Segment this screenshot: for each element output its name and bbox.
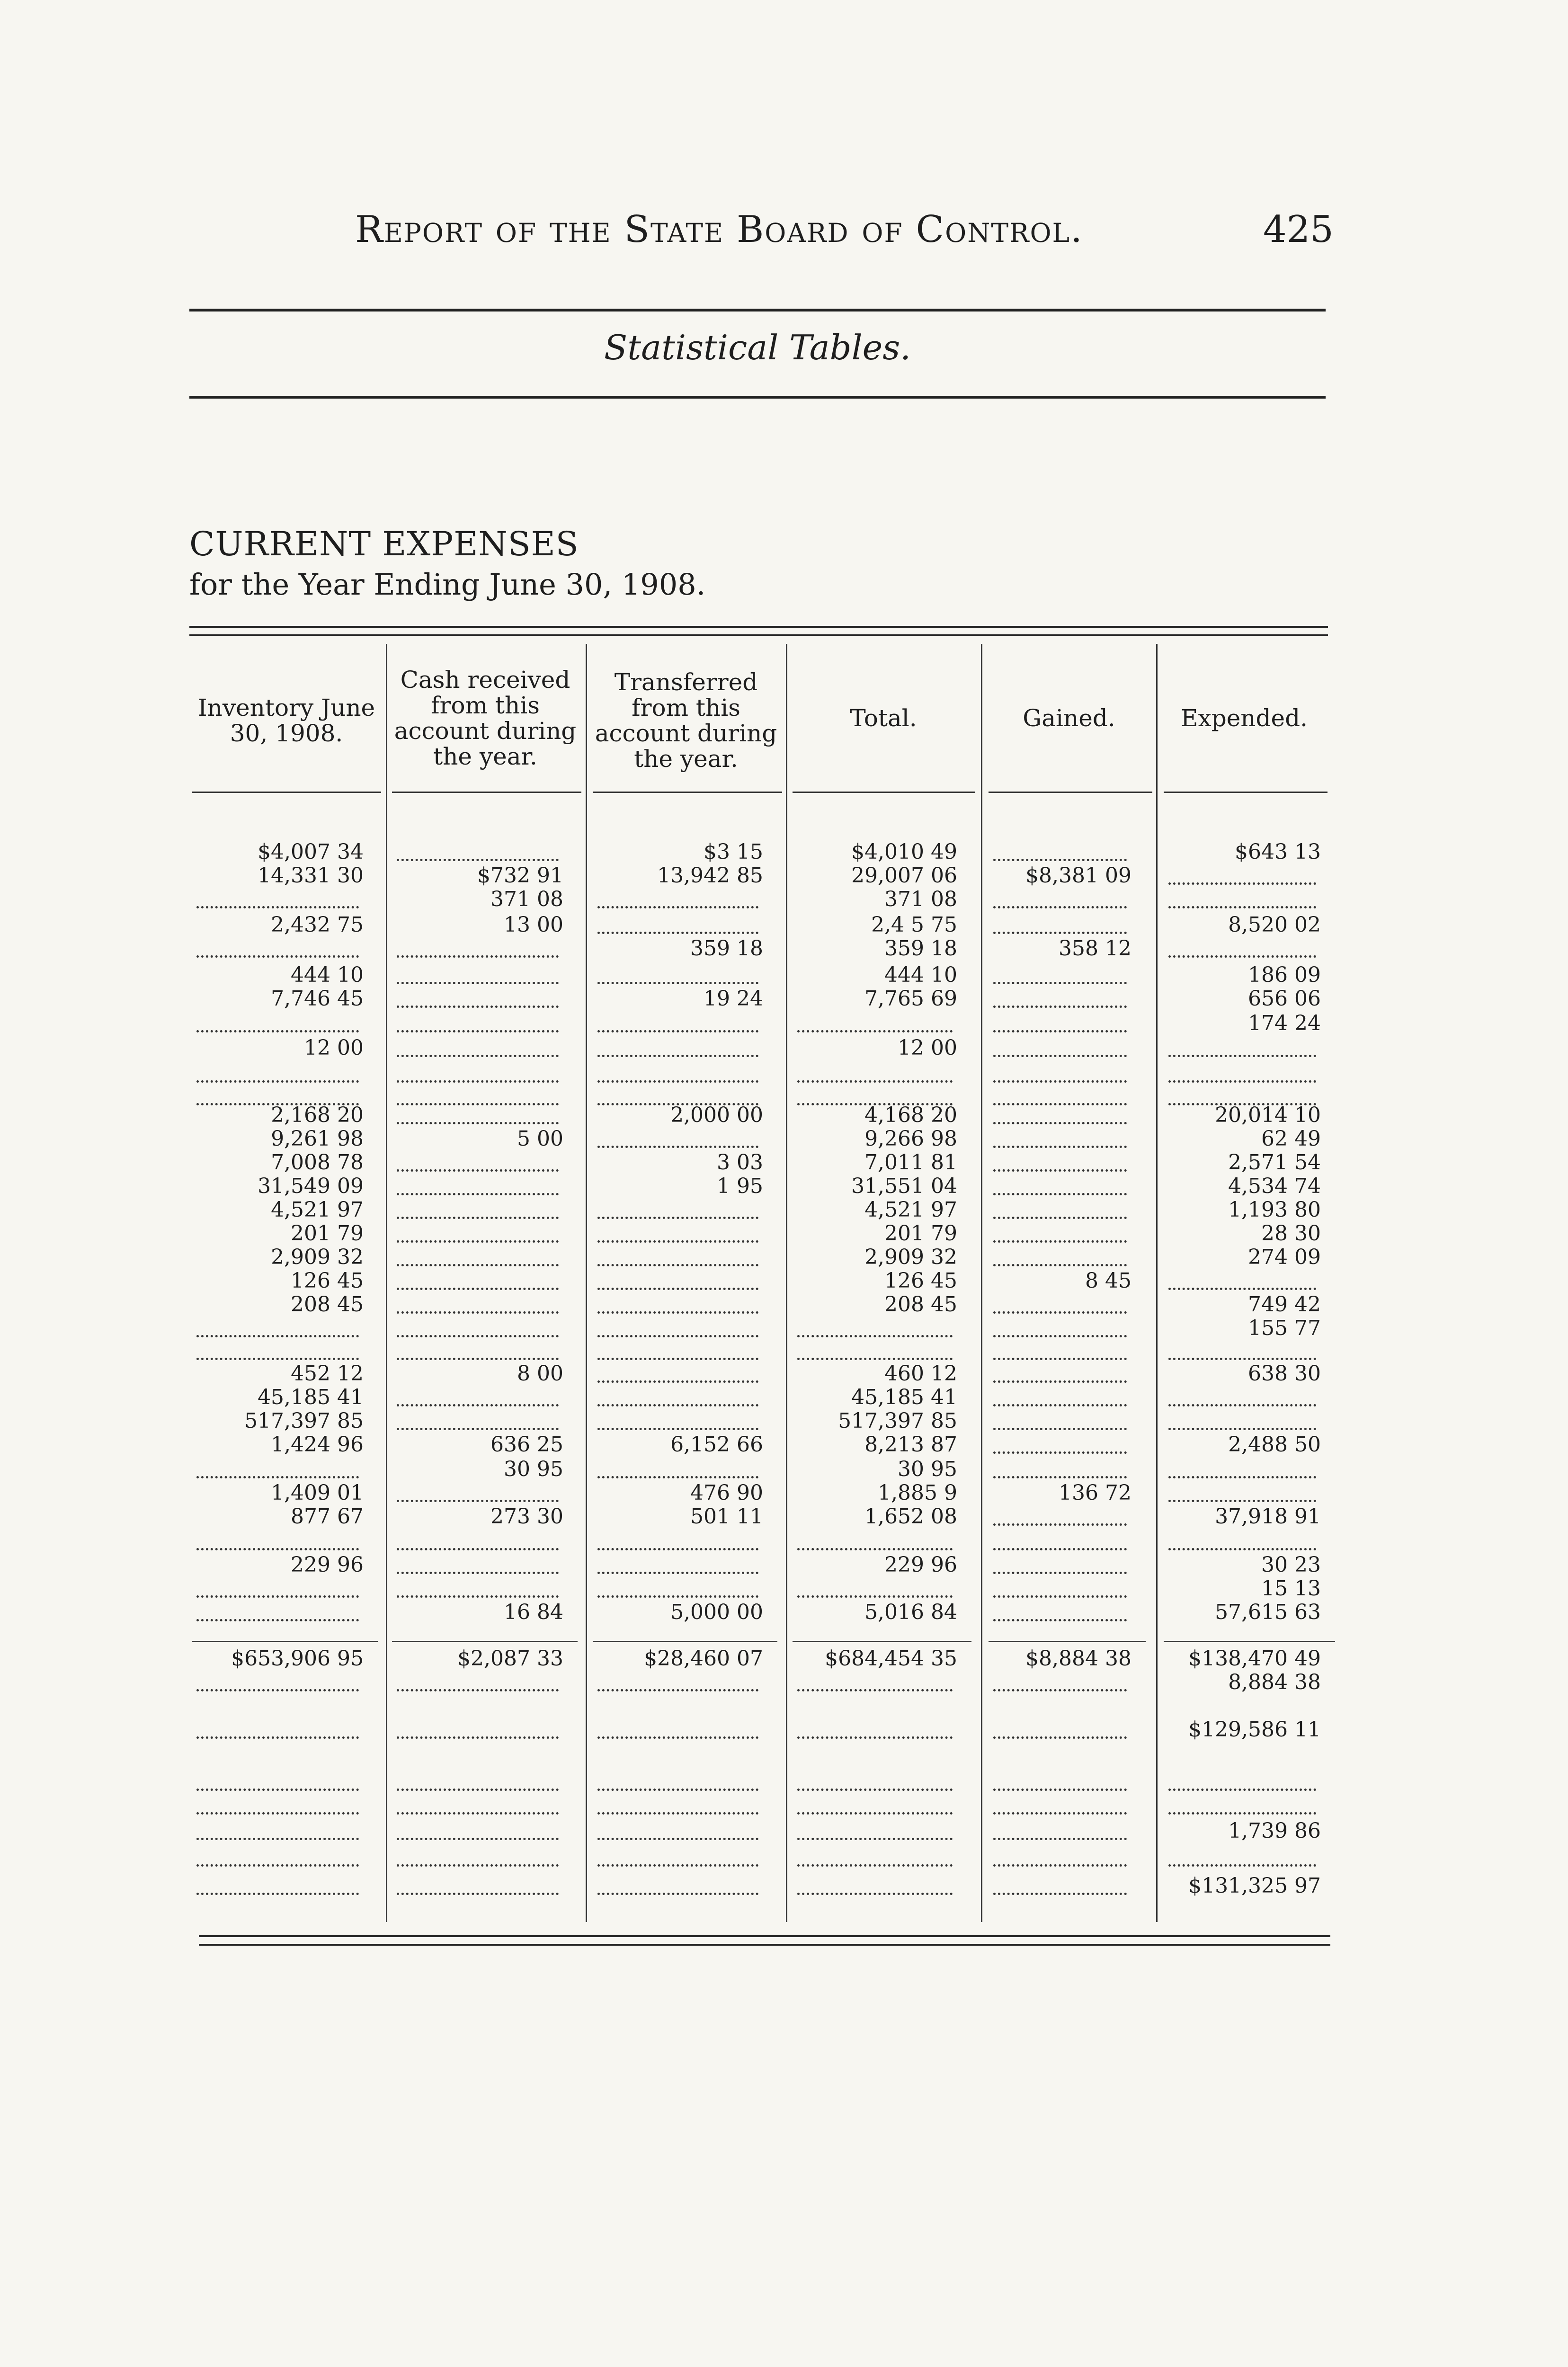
leader-dots (196, 1548, 359, 1550)
leader-dots (196, 1789, 359, 1791)
leader-dots (397, 1217, 559, 1219)
leader-dots (993, 1380, 1127, 1383)
leader-dots (1168, 1864, 1316, 1867)
leader-dots (397, 1030, 559, 1032)
table-cell-expended: 37,918 91 (1215, 1504, 1321, 1529)
table-cell-cash-received: 273 30 (490, 1504, 563, 1529)
leader-dots (196, 1476, 359, 1478)
leader-dots (597, 1146, 758, 1148)
table-cell-total: 4,168 20 (864, 1103, 957, 1127)
table-cell-inventory: 208 45 (291, 1292, 364, 1317)
table-cell-transferred: 13,942 85 (657, 863, 763, 888)
leader-dots (397, 1122, 559, 1124)
leader-dots (597, 932, 758, 934)
table-cell-inventory: $653,906 95 (231, 1646, 364, 1671)
leader-dots (993, 1335, 1127, 1337)
leader-dots (993, 1193, 1127, 1195)
leader-dots (397, 982, 559, 984)
leader-dots (196, 955, 359, 958)
leader-dots (397, 1548, 559, 1550)
leader-dots (597, 1476, 758, 1478)
table-cell-expended: 174 24 (1248, 1011, 1321, 1035)
table-cell-gained: 8 45 (1085, 1269, 1131, 1293)
table-cell-inventory: 14,331 30 (258, 863, 364, 888)
header-total: Total. (850, 704, 917, 732)
leader-dots (993, 1404, 1127, 1406)
total-rule (1164, 1641, 1335, 1642)
table-cell-expended: 186 09 (1248, 963, 1321, 987)
leader-dots (397, 1789, 559, 1791)
leader-dots (397, 1055, 559, 1057)
table-cell-total: 371 08 (884, 887, 957, 911)
table-cell-inventory: 2,168 20 (271, 1103, 364, 1127)
leader-dots (397, 1689, 559, 1691)
table-cell-gained: $8,884 38 (1025, 1646, 1131, 1671)
leader-dots (1168, 1055, 1316, 1057)
leader-dots (1168, 955, 1316, 958)
table-cell-inventory: 1,409 01 (271, 1481, 364, 1505)
table-cell-expended: $129,586 11 (1188, 1717, 1321, 1742)
table-cell-expended: 656 06 (1248, 987, 1321, 1011)
table-cell-inventory: 4,521 97 (271, 1198, 364, 1222)
leader-dots (993, 1812, 1127, 1815)
leader-dots (1168, 1288, 1316, 1290)
page-number: 425 (1263, 208, 1334, 251)
leader-dots (1168, 1404, 1316, 1406)
leader-dots (597, 906, 758, 908)
leader-dots (993, 1122, 1127, 1124)
table-cell-gained: 358 12 (1059, 936, 1131, 961)
leader-dots (993, 1864, 1127, 1867)
leader-dots (397, 1169, 559, 1172)
leader-dots (797, 1812, 953, 1815)
table-cell-expended: 638 30 (1248, 1361, 1321, 1386)
leader-dots (397, 859, 559, 861)
leader-dots (993, 932, 1127, 934)
table-cell-inventory: 12 00 (304, 1036, 364, 1060)
table-cell-cash-received: 8 00 (517, 1361, 563, 1386)
leader-dots (993, 1055, 1127, 1057)
table-cell-transferred: $3 15 (704, 840, 763, 864)
table-cell-cash-received: 636 25 (490, 1433, 563, 1457)
leader-dots (993, 1476, 1127, 1478)
leader-dots (993, 859, 1127, 861)
table-cell-cash-received: $2,087 33 (457, 1646, 563, 1671)
leader-dots (397, 1103, 559, 1105)
table-cell-expended: 30 23 (1261, 1553, 1321, 1577)
table-cell-total: 1,652 08 (864, 1504, 957, 1529)
table-cell-cash-received: 13 00 (504, 913, 563, 937)
table-cell-total: 7,765 69 (864, 987, 957, 1011)
table-cell-total: 9,266 98 (864, 1127, 957, 1151)
table-cell-total: 126 45 (884, 1269, 957, 1293)
leader-dots (196, 1812, 359, 1815)
table-cell-expended: 2,571 54 (1228, 1150, 1321, 1175)
section-subtitle: Statistical Tables. (604, 328, 911, 367)
table-cell-transferred: 6,152 66 (670, 1433, 763, 1457)
leader-dots (993, 1080, 1127, 1083)
leader-dots (597, 1264, 758, 1266)
leader-dots (397, 1572, 559, 1574)
leader-dots (797, 1689, 953, 1691)
leader-dots (797, 1736, 953, 1739)
table-cell-total: 1,885 9 (878, 1481, 957, 1505)
leader-dots (993, 982, 1127, 984)
leader-dots (397, 1838, 559, 1840)
leader-dots (597, 1812, 758, 1815)
table-cell-cash-received: 30 95 (504, 1457, 563, 1481)
leader-dots (993, 1572, 1127, 1574)
table-cell-inventory: 877 67 (291, 1504, 364, 1529)
leader-dots (797, 1789, 953, 1791)
table-rule-bottom-1 (199, 1935, 1330, 1937)
leader-dots (397, 1311, 559, 1314)
leader-dots (597, 1893, 758, 1895)
leader-dots (597, 1055, 758, 1057)
table-cell-total: 517,397 85 (838, 1409, 957, 1433)
leader-dots (397, 1404, 559, 1406)
table-cell-total: 4,521 97 (864, 1198, 957, 1222)
leader-dots (597, 1428, 758, 1430)
table-cell-expended: 28 30 (1261, 1221, 1321, 1246)
table-cell-inventory: $4,007 34 (258, 840, 364, 864)
leader-dots (993, 1146, 1127, 1148)
leader-dots (993, 1030, 1127, 1032)
leader-dots (397, 955, 559, 958)
table-cell-cash-received: 5 00 (517, 1127, 563, 1151)
leader-dots (196, 1893, 359, 1895)
table-cell-total: 31,551 04 (851, 1174, 957, 1198)
leader-dots (993, 1311, 1127, 1314)
table-cell-transferred: 359 18 (690, 936, 763, 961)
table-cell-expended: 8,520 02 (1228, 913, 1321, 937)
table-cell-inventory: 45,185 41 (258, 1385, 364, 1409)
table-cell-inventory: 229 96 (291, 1553, 364, 1577)
table-cell-total: 29,007 06 (851, 863, 957, 888)
table-cell-total: 2,4 5 75 (871, 913, 957, 937)
table-subtitle: for the Year Ending June 30, 1908. (189, 567, 706, 602)
table-cell-inventory: 126 45 (291, 1269, 364, 1293)
leader-dots (797, 1864, 953, 1867)
leader-dots (196, 1335, 359, 1337)
leader-dots (196, 906, 359, 908)
leader-dots (397, 1864, 559, 1867)
table-cell-total: 7,011 81 (864, 1150, 957, 1175)
table-cell-expended: $643 13 (1235, 840, 1321, 864)
leader-dots (993, 1169, 1127, 1172)
table-cell-total: 444 10 (884, 963, 957, 987)
leader-dots (597, 1358, 758, 1360)
table-cell-gained: 136 72 (1059, 1481, 1131, 1505)
header-inventory: Inventory June 30, 1908. (197, 694, 375, 747)
leader-dots (397, 1193, 559, 1195)
table-cell-total: 460 12 (884, 1361, 957, 1386)
leader-dots (993, 1103, 1127, 1105)
leader-dots (397, 1264, 559, 1266)
leader-dots (797, 1335, 953, 1337)
header-expended: Expended. (1181, 704, 1308, 732)
table-cell-expended: 4,534 74 (1228, 1174, 1321, 1198)
table-cell-transferred: $28,460 07 (644, 1646, 763, 1671)
table-cell-transferred: 5,000 00 (670, 1600, 763, 1624)
table-cell-inventory: 517,397 85 (244, 1409, 364, 1433)
leader-dots (196, 1619, 359, 1621)
leader-dots (196, 1595, 359, 1598)
total-rule (192, 1641, 378, 1642)
leader-dots (397, 1288, 559, 1290)
header-gained: Gained. (1023, 704, 1115, 732)
total-rule (793, 1641, 971, 1642)
table-rule-bottom-2 (199, 1944, 1330, 1946)
leader-dots (1168, 882, 1316, 885)
table-cell-cash-received: 371 08 (490, 887, 563, 911)
leader-dots (397, 1335, 559, 1337)
table-cell-total: 45,185 41 (851, 1385, 957, 1409)
leader-dots (993, 1893, 1127, 1895)
leader-dots (1168, 1500, 1316, 1502)
table-cell-total: 30 95 (898, 1457, 957, 1481)
leader-dots (1168, 1548, 1316, 1550)
leader-dots (397, 1080, 559, 1083)
table-cell-inventory: 2,909 32 (271, 1245, 364, 1269)
leader-dots (597, 1595, 758, 1598)
leader-dots (797, 1080, 953, 1083)
table-cell-transferred: 3 03 (717, 1150, 763, 1175)
leader-dots (597, 1548, 758, 1550)
running-head: Report of the State Board of Control. (355, 208, 1083, 251)
leader-dots (1168, 1812, 1316, 1815)
leader-dots (797, 1595, 953, 1598)
table-cell-inventory: 31,549 09 (258, 1174, 364, 1198)
table-cell-expended: 749 42 (1248, 1292, 1321, 1317)
leader-dots (597, 1864, 758, 1867)
leader-dots (993, 1789, 1127, 1791)
leader-dots (993, 1595, 1127, 1598)
table-cell-inventory: 201 79 (291, 1221, 364, 1246)
table-cell-expended: 1,739 86 (1228, 1819, 1321, 1843)
leader-dots (196, 1736, 359, 1739)
leader-dots (993, 1619, 1127, 1621)
leader-dots (797, 1893, 953, 1895)
leader-dots (1168, 906, 1316, 908)
table-title: CURRENT EXPENSES (189, 525, 579, 563)
table-cell-cash-received: $732 91 (477, 863, 563, 888)
table-cell-expended: 155 77 (1248, 1316, 1321, 1340)
table-cell-expended: 62 49 (1261, 1127, 1321, 1151)
leader-dots (597, 1030, 758, 1032)
table-cell-expended: 8,884 38 (1228, 1670, 1321, 1694)
table-cell-inventory: 1,424 96 (271, 1433, 364, 1457)
table-cell-total: 229 96 (884, 1553, 957, 1577)
leader-dots (196, 1838, 359, 1840)
table-cell-inventory: 444 10 (291, 963, 364, 987)
table-cell-expended: 1,193 80 (1228, 1198, 1321, 1222)
table-cell-expended: 20,014 10 (1215, 1103, 1321, 1127)
leader-dots (597, 1240, 758, 1243)
leader-dots (993, 1548, 1127, 1550)
table-cell-expended: $138,470 49 (1188, 1646, 1321, 1671)
table-cell-total: 5,016 84 (864, 1600, 957, 1624)
table-cell-expended: 2,488 50 (1228, 1433, 1321, 1457)
leader-dots (993, 1689, 1127, 1691)
table-cell-cash-received: 16 84 (504, 1600, 563, 1624)
table-cell-transferred: 1 95 (717, 1174, 763, 1198)
leader-dots (993, 1264, 1127, 1266)
table-cell-transferred: 19 24 (704, 987, 763, 1011)
leader-dots (993, 1217, 1127, 1219)
table-cell-inventory: 2,432 75 (271, 913, 364, 937)
table-cell-total: $4,010 49 (851, 840, 957, 864)
leader-dots (1168, 1080, 1316, 1083)
leader-dots (397, 1812, 559, 1815)
leader-dots (196, 1864, 359, 1867)
leader-dots (993, 1451, 1127, 1454)
leader-dots (397, 1736, 559, 1739)
table-cell-expended: 274 09 (1248, 1245, 1321, 1269)
leader-dots (1168, 1358, 1316, 1360)
table-cell-transferred: 501 11 (690, 1504, 763, 1529)
leader-dots (196, 1080, 359, 1083)
leader-dots (993, 1240, 1127, 1243)
leader-dots (397, 1595, 559, 1598)
table-cell-expended: $131,325 97 (1188, 1874, 1321, 1898)
leader-dots (1168, 1428, 1316, 1430)
total-rule (593, 1641, 777, 1642)
leader-dots (797, 1030, 953, 1032)
leader-dots (993, 1428, 1127, 1430)
table-cell-total: 208 45 (884, 1292, 957, 1317)
leader-dots (397, 1428, 559, 1430)
leader-dots (993, 1736, 1127, 1739)
leader-dots (397, 1893, 559, 1895)
table-cell-total: 12 00 (898, 1036, 957, 1060)
header-cash-received: Cash received from this account during the year. (394, 666, 577, 770)
table-cell-transferred: 476 90 (690, 1481, 763, 1505)
table-cell-total: 359 18 (884, 936, 957, 961)
table-cell-inventory: 7,008 78 (271, 1150, 364, 1175)
total-rule (989, 1641, 1146, 1642)
table-cell-total: $684,454 35 (825, 1646, 957, 1671)
leader-dots (993, 1838, 1127, 1840)
table-cell-gained: $8,381 09 (1025, 863, 1131, 888)
leader-dots (1168, 1476, 1316, 1478)
leader-dots (597, 1572, 758, 1574)
leader-dots (597, 1380, 758, 1383)
table-cell-inventory: 7,746 45 (271, 987, 364, 1011)
leader-dots (397, 1240, 559, 1243)
leader-dots (993, 1523, 1127, 1526)
leader-dots (1168, 1789, 1316, 1791)
leader-dots (196, 1030, 359, 1032)
leader-dots (797, 1548, 953, 1550)
table-cell-transferred: 2,000 00 (670, 1103, 763, 1127)
leader-dots (597, 1335, 758, 1337)
leader-dots (797, 1358, 953, 1360)
header-transferred: Transferred from this account during the year. (595, 668, 777, 773)
leader-dots (797, 1838, 953, 1840)
table-cell-expended: 57,615 63 (1215, 1600, 1321, 1624)
table-cell-inventory: 9,261 98 (271, 1127, 364, 1151)
leader-dots (397, 1358, 559, 1360)
leader-dots (196, 1689, 359, 1691)
table-cell-total: 201 79 (884, 1221, 957, 1246)
leader-dots (597, 1217, 758, 1219)
leader-dots (597, 1404, 758, 1406)
leader-dots (196, 1358, 359, 1360)
leader-dots (597, 1838, 758, 1840)
leader-dots (397, 1500, 559, 1502)
leader-dots (597, 1311, 758, 1314)
leader-dots (993, 1358, 1127, 1360)
leader-dots (597, 1789, 758, 1791)
leader-dots (597, 1288, 758, 1290)
leader-dots (597, 982, 758, 984)
table-cell-inventory: 452 12 (291, 1361, 364, 1386)
leader-dots (597, 1736, 758, 1739)
table-cell-expended: 15 13 (1261, 1576, 1321, 1601)
table-cell-total: 2,909 32 (864, 1245, 957, 1269)
leader-dots (397, 1006, 559, 1008)
leader-dots (993, 1006, 1127, 1008)
leader-dots (993, 906, 1127, 908)
leader-dots (597, 1689, 758, 1691)
leader-dots (597, 1080, 758, 1083)
table-cell-total: 8,213 87 (864, 1433, 957, 1457)
total-rule (392, 1641, 578, 1642)
